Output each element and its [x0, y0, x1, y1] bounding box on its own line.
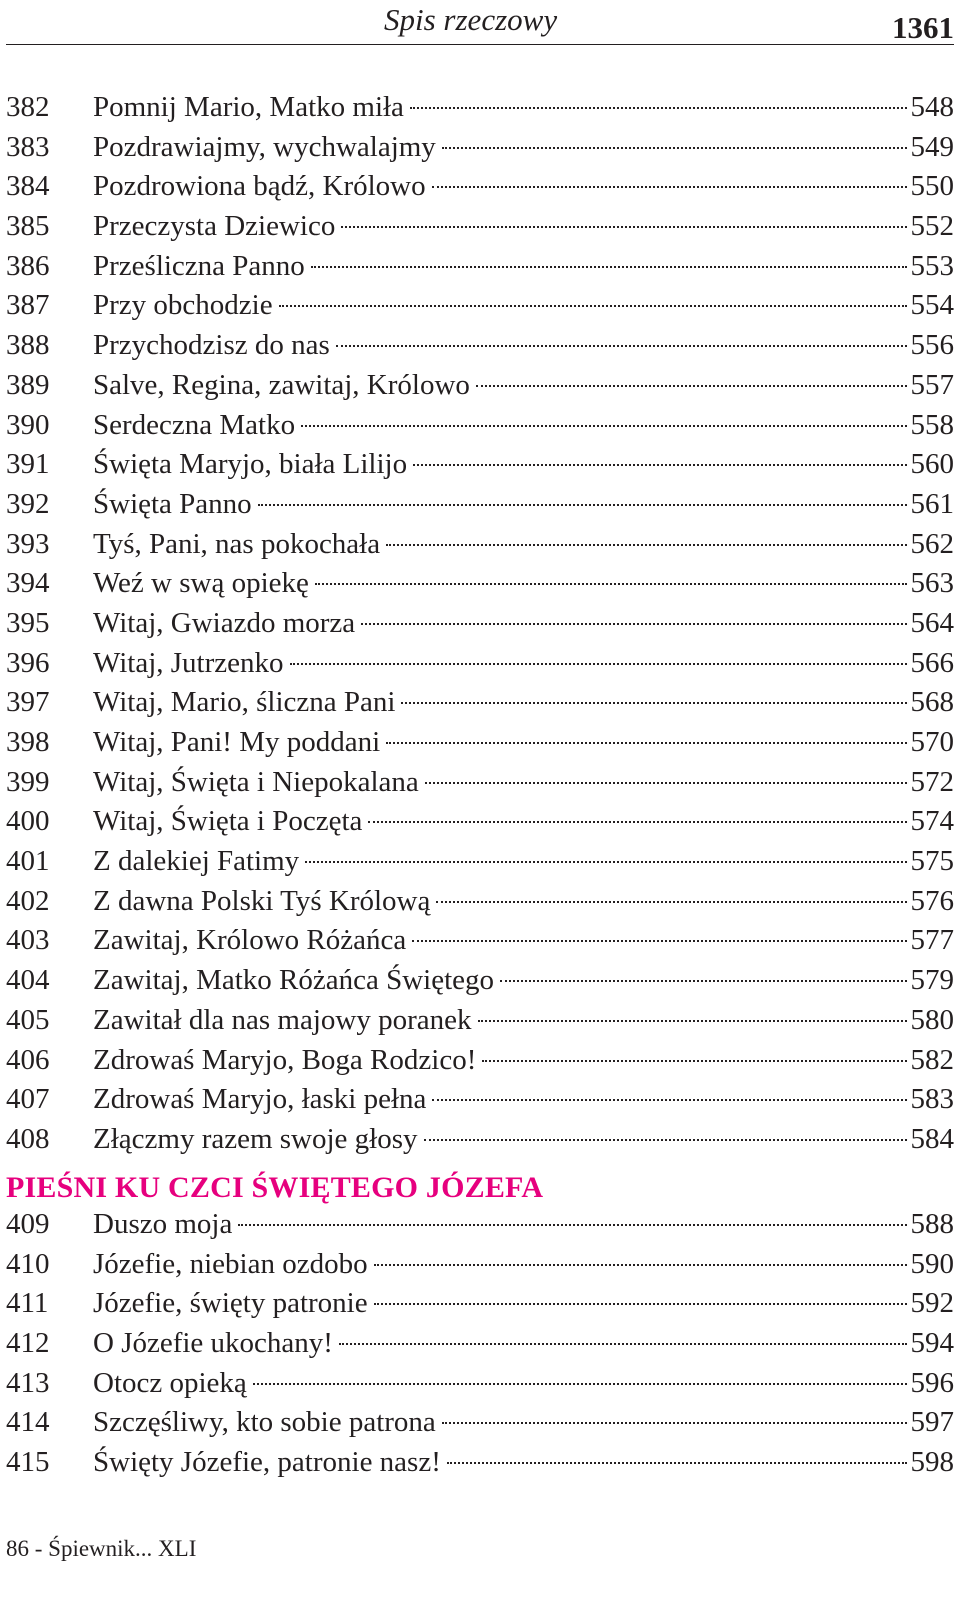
entry-page-number: 548	[910, 91, 954, 123]
entry-number: 411	[6, 1287, 49, 1320]
entry-title: Święty Józefie, patronie nasz!	[93, 1446, 441, 1479]
entry-title: Otocz opieką	[93, 1366, 247, 1399]
dot-leader	[301, 425, 906, 427]
dot-leader	[447, 1462, 907, 1464]
entry-title: Pozdrawiajmy, wychwalajmy	[93, 130, 436, 163]
index-entry	[6, 1041, 954, 1081]
entry-title: Przychodzisz do nas	[93, 329, 330, 362]
entry-page-number: 588	[910, 1208, 954, 1240]
index-entry	[6, 683, 954, 723]
entry-title: Tyś, Pani, nas pokochała	[93, 527, 381, 560]
dot-leader	[424, 1139, 907, 1141]
index-entry	[6, 128, 954, 168]
index-entry	[6, 1120, 954, 1160]
dot-leader	[305, 861, 906, 863]
index-entry	[6, 802, 954, 842]
entry-page-number: 558	[910, 408, 954, 441]
entry-title: Pomnij Mario, Matko miła	[93, 91, 404, 123]
dot-leader	[290, 663, 907, 665]
entry-page-number: 577	[910, 924, 954, 957]
header-title: Spis rzeczowy	[384, 2, 558, 37]
entry-number: 384	[6, 170, 50, 203]
page-footer: 86 - Śpiewnik... XLI	[6, 1536, 197, 1561]
index-entry	[6, 882, 954, 922]
index-entry	[6, 286, 954, 326]
dot-leader	[368, 821, 906, 823]
entry-number: 410	[6, 1247, 50, 1280]
entry-page-number: 598	[910, 1446, 954, 1479]
entry-number: 414	[6, 1406, 50, 1439]
entry-page-number: 563	[910, 567, 954, 600]
entry-number: 383	[6, 130, 50, 163]
dot-leader	[315, 583, 907, 585]
entry-page-number: 597	[910, 1406, 954, 1439]
index-entry	[6, 406, 954, 446]
entry-number: 393	[6, 527, 50, 560]
entry-page-number: 561	[910, 487, 954, 520]
index-entry	[6, 88, 954, 128]
entry-page-number: 564	[910, 606, 954, 639]
index-entry	[6, 564, 954, 604]
entry-page-number: 576	[910, 884, 954, 917]
entry-number: 405	[6, 1003, 50, 1036]
dot-leader	[374, 1303, 907, 1305]
entry-number: 396	[6, 646, 50, 679]
dot-leader	[386, 742, 906, 744]
index-entry	[6, 525, 954, 565]
entry-number: 388	[6, 329, 50, 362]
entry-number: 394	[6, 567, 50, 600]
dot-leader	[279, 305, 907, 307]
entry-title: Witaj, Pani! My poddani	[93, 726, 381, 758]
entry-title: Weź w swą opiekę	[93, 567, 309, 600]
entry-page-number: 550	[910, 170, 954, 203]
entry-number: 401	[6, 845, 50, 878]
entry-page-number: 554	[910, 289, 954, 322]
index-entry	[6, 1284, 954, 1324]
index-list-marian	[6, 88, 954, 1160]
entry-page-number: 596	[910, 1366, 954, 1399]
dot-leader	[442, 1422, 907, 1424]
entry-number: 385	[6, 210, 50, 243]
header-page-number: 1361	[892, 10, 954, 45]
entry-page-number: 552	[910, 210, 954, 243]
index-entry	[6, 485, 954, 525]
dot-leader	[412, 940, 906, 942]
entry-title: Zawitaj, Matko Różańca Świętego	[93, 964, 495, 997]
entry-title: Szczęśliwy, kto sobie patrona	[93, 1406, 436, 1439]
entry-page-number: 566	[910, 646, 954, 679]
dot-leader	[336, 345, 907, 347]
entry-title: Witaj, Gwiazdo morza	[93, 606, 356, 639]
entry-page-number: 557	[910, 368, 954, 401]
entry-number: 403	[6, 924, 50, 957]
dot-leader	[374, 1264, 907, 1266]
dot-leader	[253, 1383, 907, 1385]
entry-number: 397	[6, 686, 50, 719]
dot-leader	[425, 782, 907, 784]
entry-page-number: 582	[910, 1043, 954, 1076]
index-entry	[6, 1364, 954, 1404]
entry-number: 409	[6, 1208, 50, 1240]
index-entry	[6, 1080, 954, 1120]
index-entry	[6, 207, 954, 247]
entry-number: 412	[6, 1327, 50, 1360]
entry-number: 407	[6, 1083, 50, 1116]
dot-leader	[476, 385, 907, 387]
dot-leader	[311, 266, 907, 268]
entry-title: Witaj, Mario, śliczna Pani	[93, 686, 396, 719]
index-entry	[6, 723, 954, 763]
entry-title: Święta Maryjo, biała Lilijo	[93, 448, 408, 481]
entry-page-number: 560	[910, 448, 954, 481]
index-entry	[6, 167, 954, 207]
index-entry	[6, 1403, 954, 1443]
dot-leader	[482, 1060, 906, 1062]
entry-number: 391	[6, 448, 50, 481]
entry-page-number: 592	[910, 1287, 954, 1320]
entry-title: Witaj, Święta i Niepokalana	[93, 765, 419, 798]
dot-leader	[442, 147, 907, 149]
dot-leader	[361, 623, 906, 625]
index-entry	[6, 644, 954, 684]
entry-page-number: 568	[910, 686, 954, 719]
entry-page-number: 570	[910, 726, 954, 758]
index-entry	[6, 247, 954, 287]
entry-title: Z dalekiej Fatimy	[93, 845, 300, 878]
entry-number: 389	[6, 368, 50, 401]
entry-title: Serdeczna Matko	[93, 408, 296, 441]
entry-page-number: 594	[910, 1327, 954, 1360]
dot-leader	[432, 186, 907, 188]
entry-number: 408	[6, 1122, 50, 1155]
entry-title: Duszo moja	[93, 1208, 233, 1240]
entry-number: 387	[6, 289, 50, 322]
entry-title: Zdrowaś Maryjo, Boga Rodzico!	[93, 1043, 477, 1076]
entry-number: 406	[6, 1043, 50, 1076]
entry-title: Przy obchodzie	[93, 289, 273, 322]
entry-page-number: 583	[910, 1083, 954, 1116]
dot-leader	[339, 1343, 907, 1345]
entry-title: Salve, Regina, zawitaj, Królowo	[93, 368, 470, 401]
entry-page-number: 562	[910, 527, 954, 560]
entry-title: Prześliczna Panno	[93, 249, 305, 282]
entry-title: Przeczysta Dziewico	[93, 210, 336, 243]
index-entry	[6, 921, 954, 961]
entry-title: Pozdrowiona bądź, Królowo	[93, 170, 426, 203]
entry-number: 395	[6, 606, 50, 639]
index-entry	[6, 961, 954, 1001]
dot-leader	[436, 901, 906, 903]
entry-number: 398	[6, 726, 50, 758]
index-entry	[6, 366, 954, 406]
entry-title: O Józefie ukochany!	[93, 1327, 333, 1360]
entry-page-number: 572	[910, 765, 954, 798]
dot-leader	[478, 1020, 907, 1022]
entry-title: Zdrowaś Maryjo, łaski pełna	[93, 1083, 427, 1116]
entry-page-number: 549	[910, 130, 954, 163]
entry-number: 390	[6, 408, 50, 441]
entry-page-number: 579	[910, 964, 954, 997]
entry-number: 402	[6, 884, 50, 917]
entry-number: 413	[6, 1366, 50, 1399]
index-list-joseph	[6, 1205, 954, 1483]
entry-page-number: 556	[910, 329, 954, 362]
entry-page-number: 574	[910, 805, 954, 838]
entry-page-number: 553	[910, 249, 954, 282]
entry-number: 392	[6, 487, 50, 520]
section-heading: PIEŚNI KU CZCI ŚWIĘTEGO JÓZEFA	[6, 1171, 544, 1204]
entry-title: Zawitaj, Królowo Różańca	[93, 924, 407, 957]
entry-number: 400	[6, 805, 50, 838]
dot-leader	[258, 504, 907, 506]
entry-page-number: 575	[910, 845, 954, 878]
entry-number: 382	[6, 91, 50, 123]
entry-title: Z dawna Polski Tyś Królową	[93, 884, 431, 917]
index-entry	[6, 1001, 954, 1041]
dot-leader	[238, 1224, 906, 1226]
index-entry	[6, 842, 954, 882]
entry-page-number: 580	[910, 1003, 954, 1036]
running-header	[6, 0, 954, 45]
entry-number: 404	[6, 964, 50, 997]
dot-leader	[386, 544, 906, 546]
entry-title: Zawitał dla nas majowy poranek	[93, 1003, 472, 1036]
dot-leader	[432, 1099, 906, 1101]
entry-title: Józefie, niebian ozdobo	[93, 1247, 368, 1280]
index-entry	[6, 326, 954, 366]
entry-page-number: 584	[910, 1122, 954, 1155]
index-entry	[6, 1443, 954, 1483]
dot-leader	[410, 107, 907, 109]
dot-leader	[401, 702, 906, 704]
entry-number: 399	[6, 765, 50, 798]
dot-leader	[413, 464, 906, 466]
dot-leader	[500, 980, 906, 982]
index-entry	[6, 1205, 954, 1245]
entry-title: Witaj, Święta i Poczęta	[93, 805, 363, 838]
index-entry	[6, 445, 954, 485]
entry-title: Święta Panno	[93, 487, 252, 520]
index-entry	[6, 1324, 954, 1364]
index-entry	[6, 604, 954, 644]
entry-title: Józefie, święty patronie	[93, 1287, 368, 1320]
entry-title: Witaj, Jutrzenko	[93, 646, 284, 679]
entry-number: 386	[6, 249, 50, 282]
entry-page-number: 590	[910, 1247, 954, 1280]
index-entry	[6, 1245, 954, 1285]
dot-leader	[341, 226, 906, 228]
entry-number: 415	[6, 1446, 50, 1479]
index-entry	[6, 763, 954, 803]
entry-title: Złączmy razem swoje głosy	[93, 1122, 418, 1155]
